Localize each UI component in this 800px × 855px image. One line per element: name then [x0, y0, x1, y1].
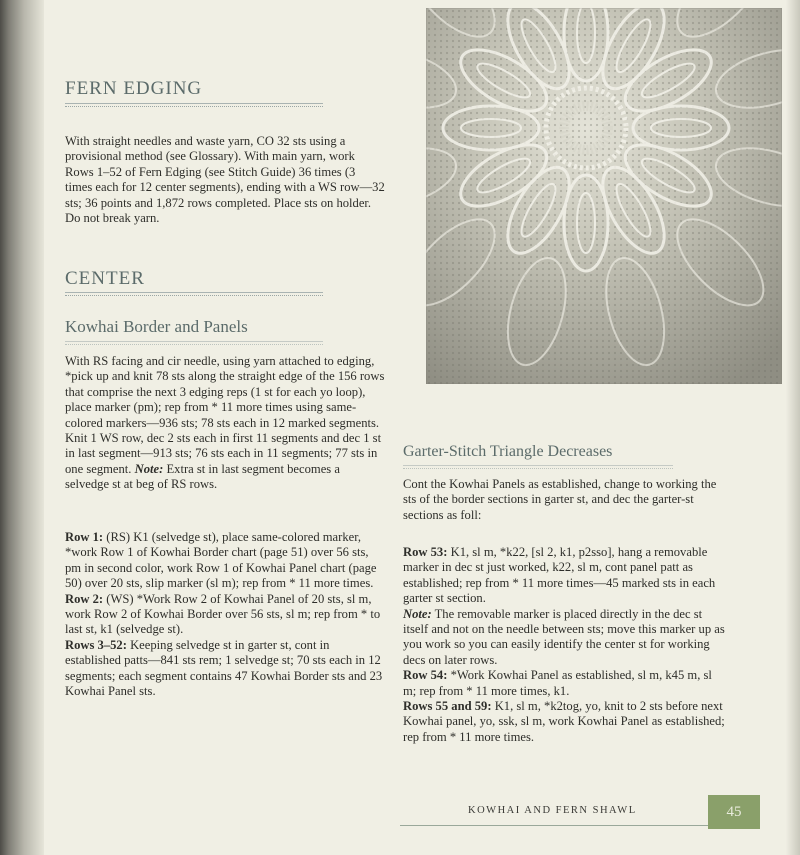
- page-edge: [786, 0, 800, 855]
- row-1: [65, 530, 385, 592]
- fern-edging-heading: FERN EDGING: [65, 78, 203, 99]
- center-rows: [65, 530, 385, 699]
- row-54-label: Row 54:: [403, 668, 448, 683]
- running-footer-title: KOWHAI AND FERN SHAWL: [468, 805, 637, 816]
- row-1-text: (RS) K1 (selvedge st), place same-colored marker, *work Row 1 of Kowhai Border chart (page 51) over 56 sts, pm in second color, work Row 1 of Kowhai Panel chart (page 50) over 20 sts, slip marker (sl m); rep from * 11 more times.: [65, 530, 377, 591]
- fern-edging-text: With straight needles and waste yarn, CO 32 sts using a provisional method (see Glossary). With main yarn, work Rows 1–52 of Fern Edging (see Stitch Guide) 36 times (3 times each for 12 center segments), ending with a WS row—32 sts; 36 points and 1,872 rows completed. Place sts on holder. Do not break yarn.: [65, 134, 385, 226]
- rows-55-59-label: Rows 55 and 59:: [403, 699, 492, 714]
- shawl-photo: [426, 8, 782, 384]
- row-54-text: *Work Kowhai Panel as established, sl m, k45 m, sl m; rep from * 11 more times, k1.: [403, 668, 712, 698]
- rows-3-52-label: Rows 3–52:: [65, 637, 127, 652]
- row-2-text: (WS) *Work Row 2 of Kowhai Panel of 20 sts, sl m, work Row 2 of Kowhai Border over 56 sts, sl m; rep from * to last st, k1 (selvedge st).: [65, 591, 381, 637]
- center-heading-rule: [65, 292, 323, 293]
- row-54: [403, 668, 725, 699]
- rows-55-59-text: K1, sl m, *k2tog, yo, knit to 2 sts before next Kowhai panel, yo, ssk, sl m, work Kowhai Panel as established; rep from * 11 more times.: [403, 699, 725, 744]
- center-body: [65, 354, 385, 493]
- center-heading: CENTER: [65, 268, 145, 289]
- center-note-text: Extra st in last segment becomes a selvedge st at beg of RS rows.: [65, 461, 340, 492]
- garter-heading-rule: [403, 465, 673, 466]
- shawl-photo-image: [426, 8, 782, 384]
- kowhai-subheading-rule: [65, 341, 323, 342]
- kowhai-subheading: Kowhai Border and Panels: [65, 317, 248, 336]
- garter-note: [403, 607, 725, 669]
- center-body-text: With RS facing and cir needle, using yarn attached to edging, *pick up and knit 78 sts along the straight edge of the 156 rows that comprise the next 3 edging reps (1 st for each yo loop), place marker (pm); rep from * 11 more times using same-colored markers—936 sts; 78 sts each in 12 marked segments. Knit 1 WS row, dec 2 sts each in first 11 segments and dec 1 st in last segment—913 sts; 76 sts each in 11 segments; 77 sts in one segment.: [65, 354, 385, 476]
- book-gutter-shadow: [0, 0, 44, 855]
- row-53-label: Row 53:: [403, 545, 448, 559]
- row-2-label: Row 2:: [65, 591, 104, 606]
- rows-55-59: [403, 699, 725, 745]
- garter-note-label: Note:: [403, 606, 432, 621]
- row-1-label: Row 1:: [65, 530, 104, 544]
- row-53: [403, 545, 725, 607]
- rows-3-52-text: Keeping selvedge st in garter st, cont in established patts—841 sts rem; 1 selvedge st; 70 sts each in 12 segments; each segment contains 47 Kowhai Border sts and 23 Kowhai Panel sts.: [65, 637, 383, 699]
- garter-note-text: The removable marker is placed directly in the dec st itself and not on the needle between sts; move this marker up as you work so you can easily identify the center st for working decs on later rows.: [403, 606, 725, 667]
- row-2: [65, 592, 385, 638]
- garter-rows: [403, 545, 725, 745]
- rows-3-52: [65, 638, 385, 700]
- garter-heading: Garter-Stitch Triangle Decreases: [403, 443, 613, 460]
- garter-intro: Cont the Kowhai Panels as established, change to working the sts of the border sections in garter st, and dec the garter-st sections as foll:: [403, 477, 717, 522]
- fern-heading-rule: [65, 103, 323, 104]
- page-number-badge: 45: [708, 795, 760, 829]
- footer-rule: [400, 825, 708, 826]
- center-note-label: Note:: [134, 461, 164, 476]
- row-53-text: K1, sl m, *k22, [sl 2, k1, p2sso], hang a removable marker in dec st just worked, k22, sl m, cont panel patt as established; rep from * 11 more times—45 marked sts in each garter st section.: [403, 545, 716, 606]
